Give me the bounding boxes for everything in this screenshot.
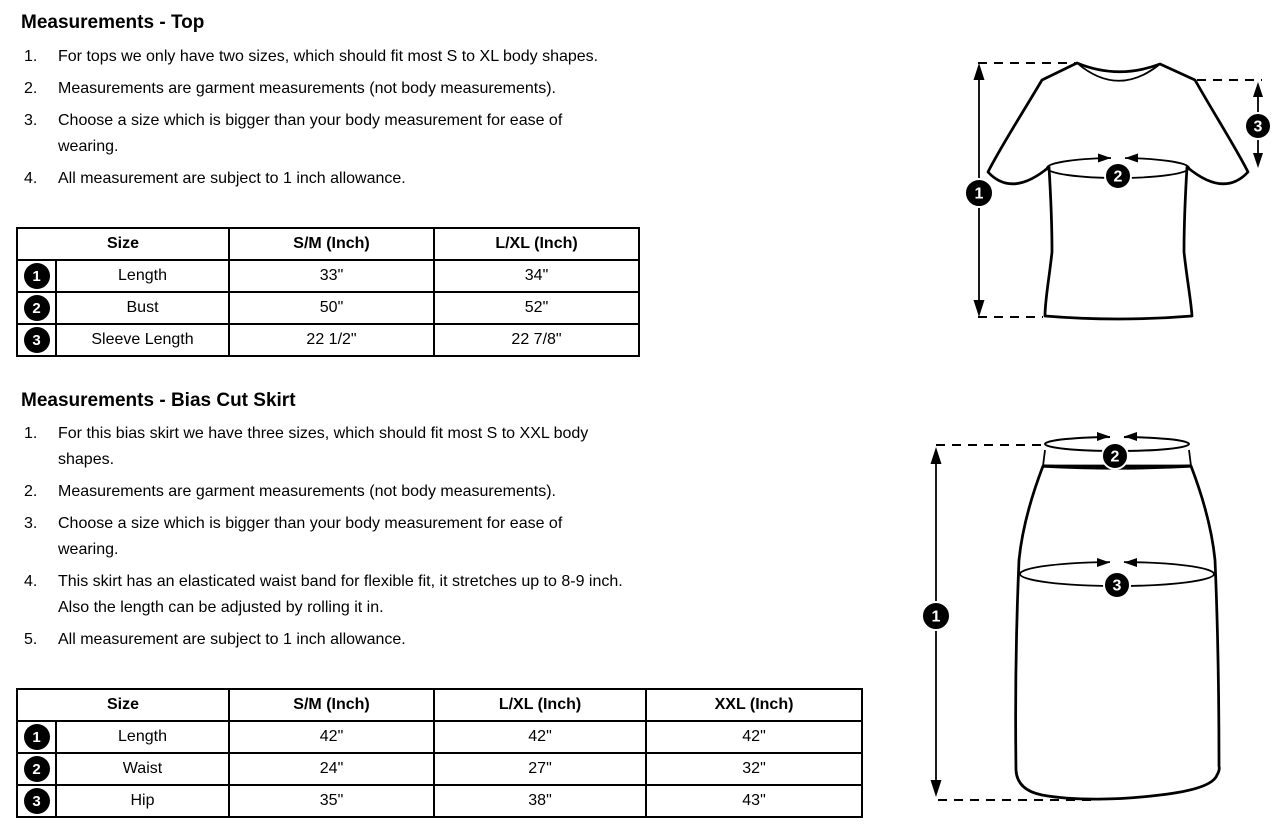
column-header-sm: S/M (Inch): [229, 228, 434, 260]
marker-badge: 2: [24, 295, 50, 321]
note-item: [21, 166, 851, 192]
marker-cell: [17, 260, 56, 292]
value-cell: 52": [434, 292, 639, 324]
skirt-outline: [1016, 466, 1220, 799]
value-cell: 42": [229, 721, 434, 753]
measurements-table-skirt: [16, 688, 863, 818]
table-header-row: [17, 228, 639, 260]
marker-badge-1: [922, 602, 950, 630]
note-text: For tops we only have two sizes, which should fit most S to XL body shapes.: [58, 48, 599, 65]
value-cell: 35": [229, 785, 434, 817]
value-cell: 50": [229, 292, 434, 324]
value-cell: 32": [646, 753, 862, 785]
marker-cell: [17, 753, 56, 785]
marker-cell: [17, 785, 56, 817]
note-item: [21, 108, 851, 160]
note-text: For this bias skirt we have three sizes, which should fit most S to XXL body: [58, 425, 589, 442]
table-row: [17, 753, 862, 785]
note-text: wearing.: [58, 541, 119, 558]
note-text: Also the length can be adjusted by rolling it in.: [58, 599, 384, 616]
row-label: Sleeve Length: [56, 324, 229, 356]
marker-badge-3: [1104, 572, 1130, 598]
section-title-skirt: Measurements - Bias Cut Skirt: [21, 390, 296, 411]
note-text: wearing.: [58, 138, 119, 155]
value-cell: 24": [229, 753, 434, 785]
table-header-row: [17, 689, 862, 721]
marker-badge: 1: [24, 263, 50, 289]
marker-badge: 2: [24, 756, 50, 782]
svg-text:3: 3: [1253, 118, 1263, 136]
note-item: [21, 76, 851, 102]
marker-cell: [17, 292, 56, 324]
column-header-size: Size: [17, 228, 229, 260]
marker-badge: 1: [24, 724, 50, 750]
top-garment-diagram: [930, 40, 1279, 340]
value-cell: 33": [229, 260, 434, 292]
row-label: Length: [56, 260, 229, 292]
table-row: [17, 324, 639, 356]
note-item: [21, 421, 851, 473]
value-cell: 27": [434, 753, 646, 785]
notes-list-skirt: [21, 421, 851, 659]
column-header-sm: S/M (Inch): [229, 689, 434, 721]
column-header-lxl: L/XL (Inch): [434, 228, 639, 260]
note-text: All measurement are subject to 1 inch allowance.: [58, 170, 406, 187]
value-cell: 42": [434, 721, 646, 753]
value-cell: 34": [434, 260, 639, 292]
column-header-xxl: XXL (Inch): [646, 689, 862, 721]
marker-badge-1: [965, 179, 993, 207]
note-text: Choose a size which is bigger than your body measurement for ease of: [58, 112, 563, 129]
notes-list-top: [21, 44, 851, 198]
row-label: Length: [56, 721, 229, 753]
skirt-garment-diagram: [900, 420, 1279, 832]
svg-text:2: 2: [1110, 448, 1120, 466]
note-item: [21, 479, 851, 505]
note-item: [21, 44, 851, 70]
tshirt-outline: [988, 63, 1248, 319]
table-row: [17, 721, 862, 753]
table-row: [17, 292, 639, 324]
note-text: Choose a size which is bigger than your body measurement for ease of: [58, 515, 563, 532]
column-header-lxl: L/XL (Inch): [434, 689, 646, 721]
row-label: Hip: [56, 785, 229, 817]
value-cell: 38": [434, 785, 646, 817]
value-cell: 42": [646, 721, 862, 753]
svg-text:2: 2: [1113, 168, 1123, 186]
value-cell: 22 7/8": [434, 324, 639, 356]
note-text: shapes.: [58, 451, 115, 468]
marker-cell: [17, 324, 56, 356]
note-text: Measurements are garment measurements (not body measurements).: [58, 80, 556, 97]
section-title-top: Measurements - Top: [21, 12, 205, 33]
marker-badge: 3: [24, 327, 50, 353]
marker-badge-2: [1105, 163, 1131, 189]
value-cell: 43": [646, 785, 862, 817]
marker-badge-3: [1245, 113, 1271, 139]
column-header-size: Size: [17, 689, 229, 721]
marker-badge: 3: [24, 788, 50, 814]
marker-cell: [17, 721, 56, 753]
marker-badge-2: [1102, 443, 1128, 469]
note-item: [21, 627, 851, 653]
row-label: Waist: [56, 753, 229, 785]
measurements-table-top: [16, 227, 640, 357]
note-text: Measurements are garment measurements (not body measurements).: [58, 483, 556, 500]
row-label: Bust: [56, 292, 229, 324]
note-text: This skirt has an elasticated waist band for flexible fit, it stretches up to 8-9 inch.: [58, 573, 623, 590]
svg-text:1: 1: [974, 185, 984, 203]
table-row: [17, 785, 862, 817]
svg-text:3: 3: [1112, 577, 1122, 595]
table-row: [17, 260, 639, 292]
note-item: [21, 569, 851, 621]
value-cell: 22 1/2": [229, 324, 434, 356]
note-item: [21, 511, 851, 563]
svg-text:1: 1: [931, 608, 941, 626]
note-text: All measurement are subject to 1 inch allowance.: [58, 631, 406, 648]
